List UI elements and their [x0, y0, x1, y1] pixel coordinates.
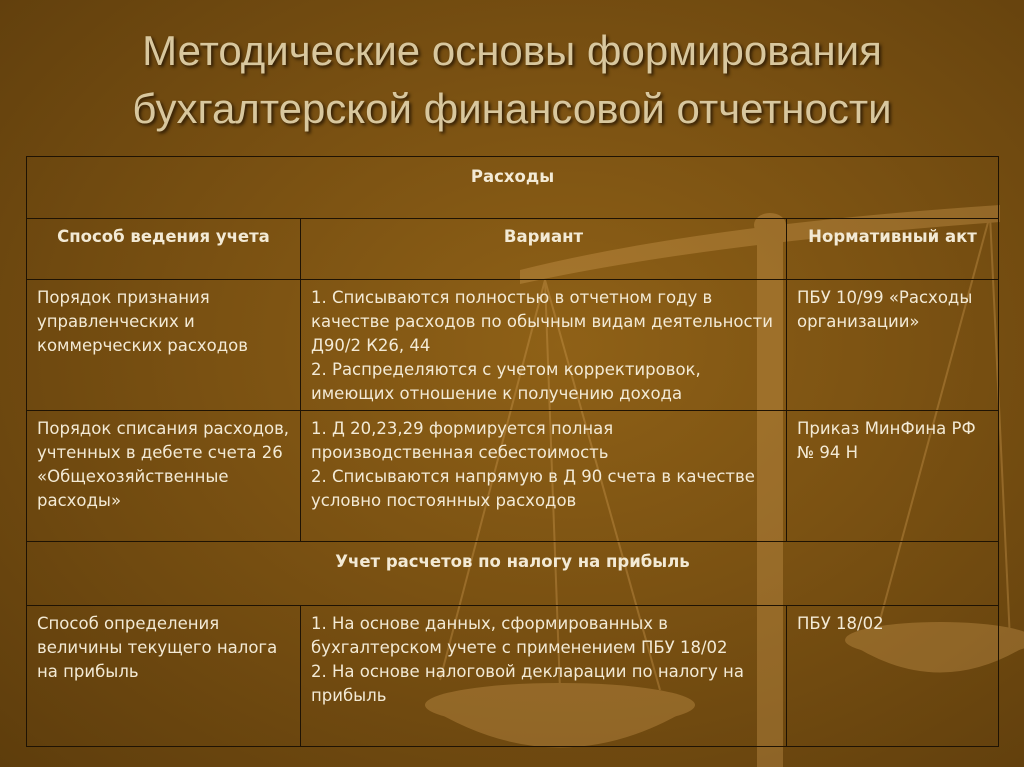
- section-header-expenses: Расходы: [27, 157, 999, 219]
- column-header-variant: Вариант: [301, 219, 787, 280]
- slide-title-line-2: бухгалтерской финансовой отчетности: [132, 85, 892, 132]
- column-header-regulation: Нормативный акт: [787, 219, 999, 280]
- row-method-cell: Способ определения величины текущего налога на прибыль: [27, 606, 301, 747]
- table-row: [27, 411, 999, 542]
- row-regulation-cell: Приказ МинФина РФ № 94 Н: [787, 411, 999, 542]
- row-variant-cell: 1. Д 20,23,29 формируется полная производственная себестоимость 2. Списываются напрямую в Д 90 счета в качестве условно постоянных расходов: [301, 411, 787, 542]
- slide-title-line-1: Методические основы формирования: [142, 27, 882, 74]
- section-header-profit-tax: Учет расчетов по налогу на прибыль: [27, 542, 999, 606]
- row-variant-cell: 1. Списываются полностью в отчетном году в качестве расходов по обычным видам деятельности Д90/2 К26, 44 2. Распределяются с учетом корректировок, имеющих отношение к получению дохода: [301, 280, 787, 411]
- row-variant-cell: 1. На основе данных, сформированных в бухгалтерском учете с применением ПБУ 18/02 2. На основе налоговой декларации по налогу на прибыль: [301, 606, 787, 747]
- accounting-policy-table: [26, 156, 999, 747]
- slide-title: [0, 22, 1024, 138]
- row-regulation-cell: ПБУ 10/99 «Расходы организации»: [787, 280, 999, 411]
- row-regulation-cell: ПБУ 18/02: [787, 606, 999, 747]
- column-header-method: Способ ведения учета: [27, 219, 301, 280]
- table-row: [27, 280, 999, 411]
- row-method-cell: Порядок списания расходов, учтенных в дебете счета 26 «Общехозяйственные расходы»: [27, 411, 301, 542]
- row-method-cell: Порядок признания управленческих и коммерческих расходов: [27, 280, 301, 411]
- table-row: [27, 606, 999, 747]
